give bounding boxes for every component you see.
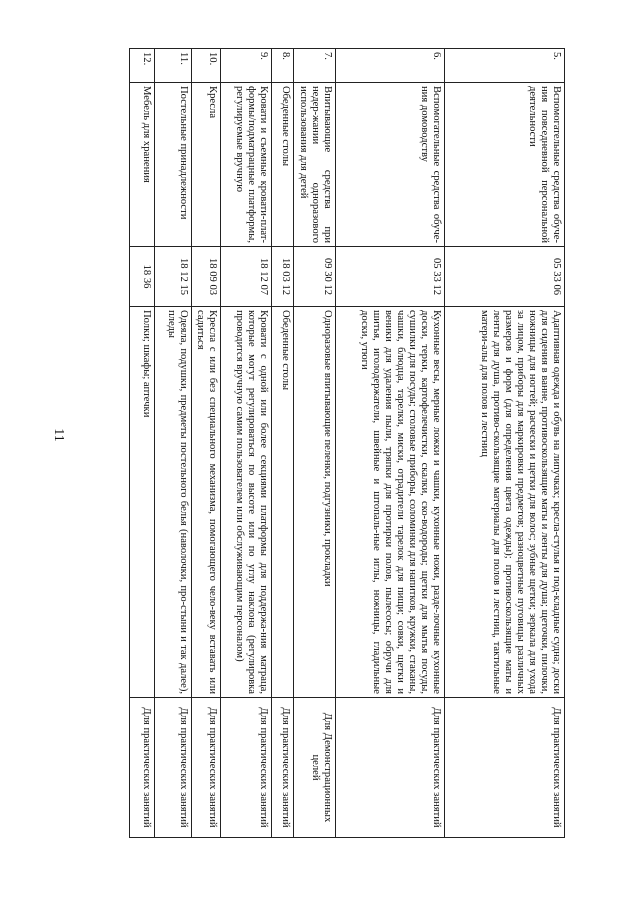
row-number: 8. xyxy=(272,49,294,83)
page-number: 11 xyxy=(51,428,66,442)
table-row xyxy=(272,49,294,838)
table-row xyxy=(155,49,192,838)
item-name: Мебель для хранения xyxy=(130,83,155,247)
item-description: Адаптивная одежда и обувь на липучках; кресла-стулья и под-кладные судна; доски для сидения в ванне, противоскользящие маты и ленты для душа; щеточки, пилочки, ножницы для ногтей; расчески и щетки для волос; зубные щетки; зеркала для ухода за лицом, приборы для маркировки предметов; разноцветные пуговицы различных размеров и форм (для определения цвета одежды); противоскользящие маты и ленты для душа, противо-скользящие материалы для полов и лестниц, тактильные матери-алы для полов и лестниц xyxy=(445,307,565,698)
item-name: Вспомогательные средства обуче-ния повседневной персональной деятельности xyxy=(445,83,565,247)
table-row xyxy=(221,49,272,838)
row-number: 10. xyxy=(192,49,221,83)
item-purpose: Для практических занятий xyxy=(155,698,192,838)
table-body xyxy=(130,49,565,838)
classification-code: 09 30 12 xyxy=(294,247,336,307)
item-purpose: Для практических занятий xyxy=(336,698,445,838)
item-name: Обеденные столы xyxy=(272,83,294,247)
classification-code: 18 12 07 xyxy=(221,247,272,307)
item-purpose: Для практических занятий xyxy=(192,698,221,838)
row-number: 11. xyxy=(155,49,192,83)
item-description: Кровати с одной или более секциями платформы для поддержа-ния матраца, которые могут регулироваться по высоте или по углу наклона (регулировка проводится вручную самим пользователем или обслуживающим персоналом) xyxy=(221,307,272,698)
item-purpose: Для Демонстрационных целей xyxy=(294,698,336,838)
table-row xyxy=(336,49,445,838)
row-number: 7. xyxy=(294,49,336,83)
table-row xyxy=(192,49,221,838)
item-description: Полки; шкафы; аптечки xyxy=(130,307,155,698)
classification-code: 18 09 03 xyxy=(192,247,221,307)
item-description: Обеденные столы xyxy=(272,307,294,698)
row-number: 9. xyxy=(221,49,272,83)
equipment-table xyxy=(129,48,565,838)
item-purpose: Для практических занятий xyxy=(272,698,294,838)
item-purpose: Для практических занятий xyxy=(221,698,272,838)
item-name: Впитывающие средства при недер-жании одноразового использования для детей xyxy=(294,83,336,247)
classification-code: 18 36 xyxy=(130,247,155,307)
row-number: 6. xyxy=(336,49,445,83)
item-name: Кровати и съемные кровати-плат-формы/подматрацные платформы, регулируемые вручную xyxy=(221,83,272,247)
item-name: Постельные принадлежности xyxy=(155,83,192,247)
item-name: Кресла xyxy=(192,83,221,247)
table-row xyxy=(130,49,155,838)
rotated-page-content xyxy=(63,48,565,837)
row-number: 5. xyxy=(445,49,565,83)
item-description: Кухонные весы, мерные ложки и чашки, кухонные ножи, разде-лочные кухонные доски, терки, картофелечистки, скалки, ско-водороды; щетки для мытья посуды, сушилки для посуды; столовые приборы, соломинки для напитков, кружки, стаканы, чашки, блюдца, тарелки, миски, отрадители тарелок для пищи; совки, щетки и веники для удаления пыли, тряпки для протирки полов, пылесосы; обручи для шитья, иголодержатели, швейные и штопаль-ные иглы, ножницы, гладильные доски, утюги xyxy=(336,307,445,698)
item-name: Вспомогательные средства обуче-ния домоводству xyxy=(336,83,445,247)
classification-code: 05 33 06 xyxy=(445,247,565,307)
table-row xyxy=(445,49,565,838)
item-purpose: Для практических занятий xyxy=(445,698,565,838)
row-number: 12. xyxy=(130,49,155,83)
item-description: Одноразовые впитывающие пеленки, подгузники, прокладки xyxy=(294,307,336,698)
classification-code: 18 12 15 xyxy=(155,247,192,307)
table-row xyxy=(294,49,336,838)
classification-code: 05 33 12 xyxy=(336,247,445,307)
item-description: Кресла с или без специального механизма, помогающего чело-веку вставать или садиться xyxy=(192,307,221,698)
classification-code: 18 03 12 xyxy=(272,247,294,307)
item-description: Одеяла, подушки, предметы постельного белья (наволочки, про-стыни и так далее), пледы xyxy=(155,307,192,698)
item-purpose: Для практических занятий xyxy=(130,698,155,838)
